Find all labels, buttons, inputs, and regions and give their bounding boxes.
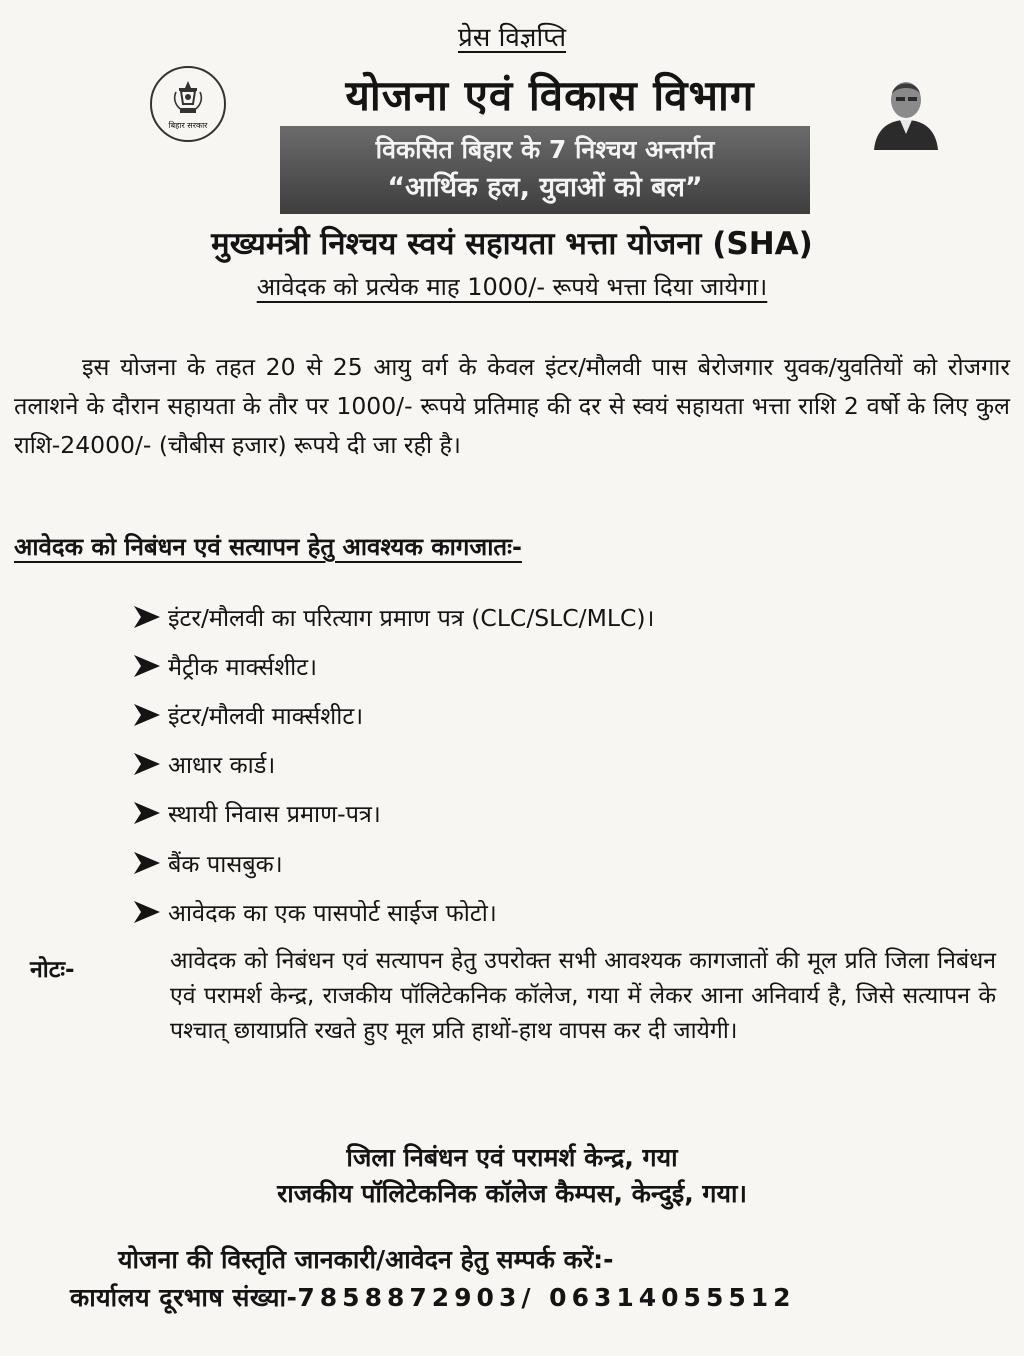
scheme-title: मुख्यमंत्री निश्चय स्वयं सहायता भत्ता योजना (SHA) [211,226,813,262]
required-documents-list [132,592,932,936]
arrowhead-bullet-icon [132,850,162,876]
document-item: आवेदक का एक पासपोर्ट साईज फोटो। [132,887,932,936]
document-item: बैंक पासबुक। [132,838,932,887]
document-item: मैट्रीक मार्क्सशीट। [132,641,932,690]
bihar-government-seal-icon [150,66,226,142]
scheme-description-paragraph: इस योजना के तहत 20 से 25 आयु वर्ग के केवल इंटर/मौलवी पास बेरोजगार युवक/युवतियों को रोजगार तलाशने के दौरान सहायता के तौर पर 1000/- रूपये प्रतिमाह की दर से स्वयं सहायता भत्ता राशि 2 वर्षो के लिए कुल राशि-24000/- (चौबीस हजार) रूपये दी जा रही है। [14,353,1010,459]
contact-info-line: योजना की विस्तृति जानकारी/आवेदन हेतु सम्पर्क करें:- [118,1245,614,1274]
note-text: आवेदक को निबंधन एवं सत्यापन हेतु उपरोक्त सभी आवश्यक कागजातों की मूल प्रति जिला निबंधन एवं परामर्श केन्द्र, राजकीय पॉलिटेकनिक कॉलेज, गया में लेकर आना अनिवार्य है, जिसे सत्यापन के पश्चात् छायाप्रति रखते हुए मूल प्रति हाथों-हाथ वापस कर दी जायेगी। [170,948,996,1044]
office-line-2: राजकीय पॉलिटेकनिक कॉलेज कैम्पस, केन्दुई, गया। [277,1179,747,1208]
arrowhead-bullet-icon [132,899,162,925]
office-line-1: जिला निबंधन एवं परामर्श केन्द्र, गया [346,1143,678,1172]
portrait-photo-icon [868,70,940,150]
arrowhead-bullet-icon [132,751,162,777]
phone-numbers: 7858872903/ 06314055512 [297,1283,796,1312]
arrowhead-bullet-icon [132,604,162,630]
arrowhead-bullet-icon [132,702,162,728]
phone-label: कार्यालय दूरभाष संख्या- [70,1283,298,1312]
department-title: योजना एवं विकास विभाग [345,71,755,120]
banner-slogan: “आर्थिक हल, युवाओं को बल” [387,172,703,203]
arrowhead-bullet-icon [132,653,162,679]
document-item: इंटर/मौलवी का परित्याग प्रमाण पत्र (CLC/SLC/MLC)। [132,592,932,641]
allowance-amount-line: आवेदक को प्रत्येक माह 1000/- रूपये भत्ता दिया जायेगा। [256,273,768,301]
required-documents-heading: आवेदक को निबंधन एवं सत्यापन हेतु आवश्यक कागजातः- [14,533,522,561]
seal-text: बिहार सरकार [168,120,208,130]
banner-line-1: विकसित बिहार के 7 निश्चय अन्तर्गत [375,135,715,164]
office-phone-line [70,1280,796,1314]
note-label: नोटः- [30,957,75,983]
press-release-heading: प्रेस विज्ञप्ति [457,23,567,53]
document-item: आधार कार्ड। [132,740,932,789]
office-address [0,1140,1024,1212]
arrowhead-bullet-icon [132,800,162,826]
document-item: इंटर/मौलवी मार्क्सशीट। [132,690,932,739]
document-item: स्थायी निवास प्रमाण-पत्र। [132,789,932,838]
seven-resolves-banner [280,126,810,214]
